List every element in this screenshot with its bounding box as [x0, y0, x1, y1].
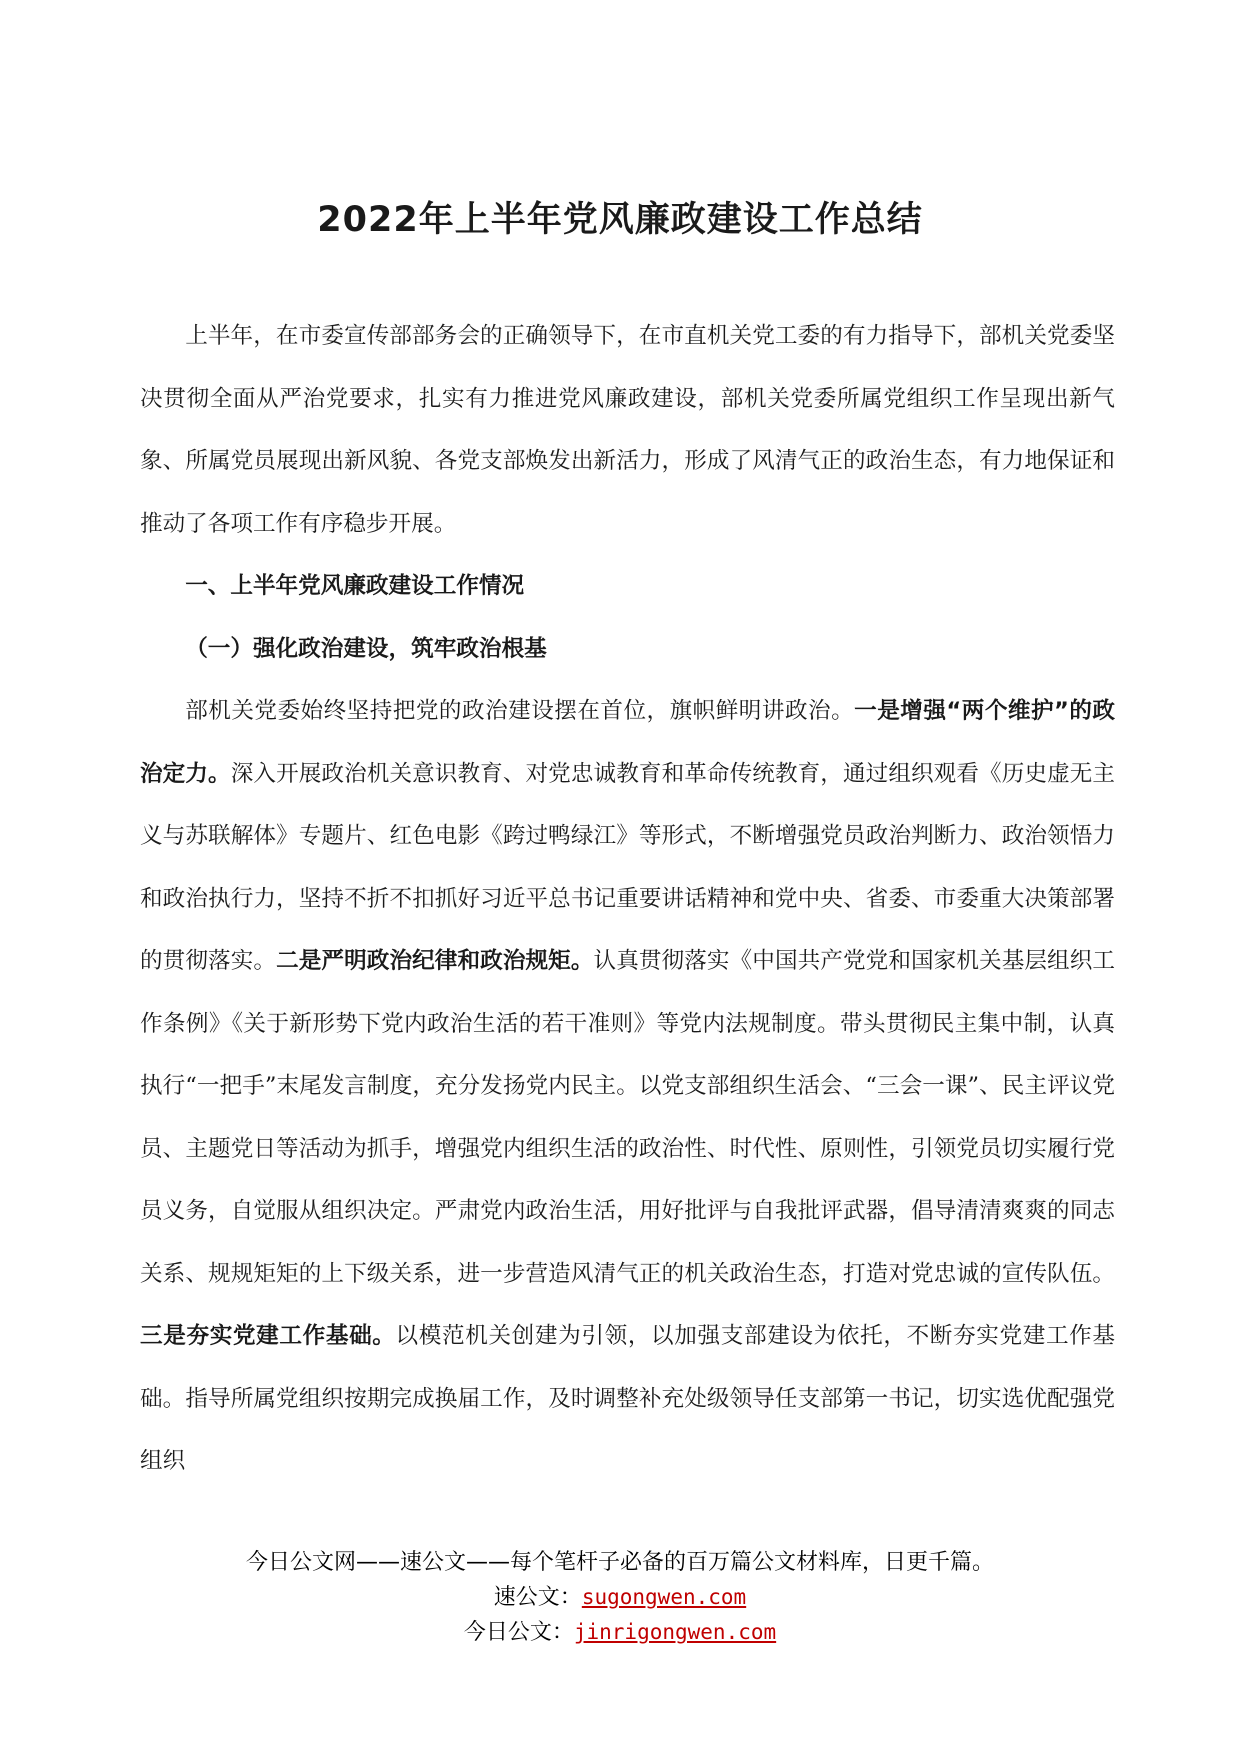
sugongwen-link[interactable]: sugongwen.com	[581, 1585, 747, 1609]
footer-label: 今日公文：	[463, 1620, 574, 1645]
bold-point: 一是增强“两个维护”的政治定力。	[140, 698, 1116, 787]
paragraph-text: 部机关党委始终坚持把党的政治建设摆在首位，旗帜鲜明讲政治。	[185, 698, 855, 724]
footer-slogan: 今日公文网——速公文——每个笔杆子必备的百万篇公文材料库，日更千篇。	[245, 1550, 994, 1575]
paragraph-text: 认真贯彻落实《中国共产党党和国家机关基层组织工作条例》《关于新形势下党内政治生活的若干准则》等党内法规制度。带头贯彻民主集中制，认真执行“一把手”末尾发言制度，充分发扬党内民主。以党支部组织生活会、“三会一课”、民主评议党员、主题党日等活动为抓手，增强党内组织生活的政治性、时代性、原则性，引领党员切实履行党员义务，自觉服从组织决定。严肃党内政治生活，用好批评与自我批评武器，倡导清清爽爽的同志关系、规规矩矩的上下级关系，进一步营造风清气正的机关政治生态，打造对党忠诚的宣传队伍。	[140, 948, 1116, 1287]
document-title: 2022年上半年党风廉政建设工作总结	[317, 200, 923, 240]
footer-line-jinrigongwen	[0, 1615, 1240, 1650]
section-heading: 一、上半年党风廉政建设工作情况	[185, 573, 525, 599]
subsection-heading: （一）强化政治建设，筑牢政治根基	[185, 635, 547, 662]
bold-point: 三是夯实党建工作基础。	[140, 1323, 396, 1349]
intro-paragraph: 上半年，在市委宣传部部务会的正确领导下，在市直机关党工委的有力指导下，部机关党委坚决贯彻全面从严治党要求，扎实有力推进党风廉政建设，部机关党委所属党组织工作呈现出新气象、所属党员展现出新风貌、各党支部焕发出新活力，形成了风清气正的政治生态，有力地保证和推动了各项工作有序稳步开展。	[140, 323, 1115, 537]
footer-ad	[0, 1546, 1240, 1650]
jinrigongwen-link[interactable]: jinrigongwen.com	[573, 1620, 777, 1644]
document-body	[140, 305, 1115, 1493]
paragraph-text: 深入开展政治机关意识教育、对党忠诚教育和革命传统教育，通过组织观看《历史虚无主义与苏联解体》专题片、红色电影《跨过鸭绿江》等形式，不断增强党员政治判断力、政治领悟力和政治执行力，坚持不折不扣抓好习近平总书记重要讲话精神和党中央、省委、市委重大决策部署的贯彻落实。	[140, 760, 1116, 974]
footer-line-sugongwen	[0, 1580, 1240, 1615]
body-paragraph	[140, 680, 1115, 1493]
bold-point: 二是严明政治纪律和政治规矩。	[276, 948, 594, 974]
paragraph-text: 以模范机关创建为引领，以加强支部建设为依托，不断夯实党建工作基础。指导所属党组织按期完成换届工作，及时调整补充处级领导任支部第一书记，切实选优配强党组织	[140, 1323, 1116, 1474]
footer-label: 速公文：	[493, 1585, 582, 1610]
